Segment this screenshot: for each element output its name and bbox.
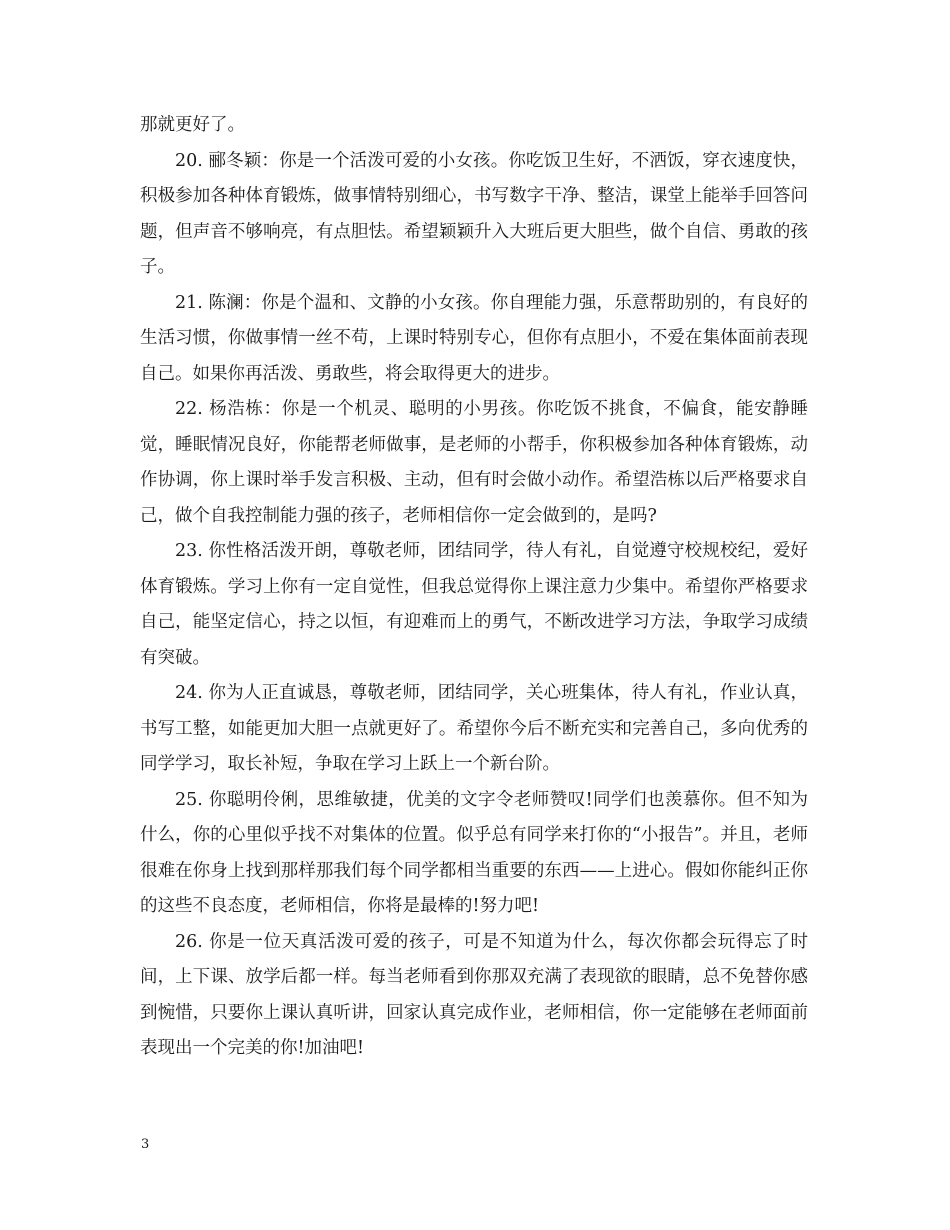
document-body [140, 108, 808, 1067]
paragraph-item-25: 25. 你聪明伶俐，思维敏捷，优美的文字令老师赞叹!同学们也羡慕你。但不知为什么，你的心里似乎找不对集体的位置。似乎总有同学来打你的“小报告”。并且，老师很难在你身上找到那样那我们每个同学都相当重要的东西——上进心。假如你能纠正你的这些不良态度，老师相信，你将是最棒的!努力吧! [140, 789, 808, 916]
paragraph-item-21: 21. 陈澜：你是个温和、文静的小女孩。你自理能力强，乐意帮助别的，有良好的生活习惯，你做事情一丝不苟，上课时特别专心，但你有点胆小，不爱在集体面前表现自己。如果你再活泼、勇敢些，将会取得更大的进步。 [140, 292, 808, 384]
paragraph-item-23: 23. 你性格活泼开朗，尊敬老师，团结同学，待人有礼，自觉遵守校规校纪，爱好体育锻炼。学习上你有一定自觉性，但我总觉得你上课注意力少集中。希望你严格要求自己，能坚定信心，持之以恒，有迎难而上的勇气，不断改进学习方法，争取学习成绩有突破。 [140, 541, 808, 668]
paragraph-item-22: 22. 杨浩栋：你是一个机灵、聪明的小男孩。你吃饭不挑食，不偏食，能安静睡觉，睡眠情况良好，你能帮老师做事，是老师的小帮手，你积极参加各种体育锻炼，动作协调，你上课时举手发言积极、主动，但有时会做小动作。希望浩栋以后严格要求自己，做个自我控制能力强的孩子，老师相信你一定会做到的，是吗? [140, 399, 808, 526]
paragraph-item-20: 20. 郦冬颖：你是一个活泼可爱的小女孩。你吃饭卫生好，不洒饭，穿衣速度快，积极参加各种体育锻炼，做事情特别细心，书写数字干净、整洁，课堂上能举手回答问题，但声音不够响亮，有点胆怯。希望颖颖升入大班后更大胆些，做个自信、勇敢的孩子。 [140, 150, 808, 277]
paragraph-item-26: 26. 你是一位天真活泼可爱的孩子，可是不知道为什么，每次你都会玩得忘了时间，上下课、放学后都一样。每当老师看到你那双充满了表现欲的眼睛，总不免替你感到惋惜，只要你上课认真听讲，回家认真完成作业，老师相信，你一定能够在老师面前表现出一个完美的你!加油吧! [140, 931, 808, 1058]
paragraph-item-24: 24. 你为人正直诚恳，尊敬老师，团结同学，关心班集体，待人有礼，作业认真，书写工整，如能更加大胆一点就更好了。希望你今后不断充实和完善自己，多向优秀的同学学习，取长补短，争取在学习上跃上一个新台阶。 [140, 683, 808, 774]
paragraph-continuation: 那就更好了。 [140, 115, 245, 135]
page-number: 3 [141, 1137, 150, 1152]
